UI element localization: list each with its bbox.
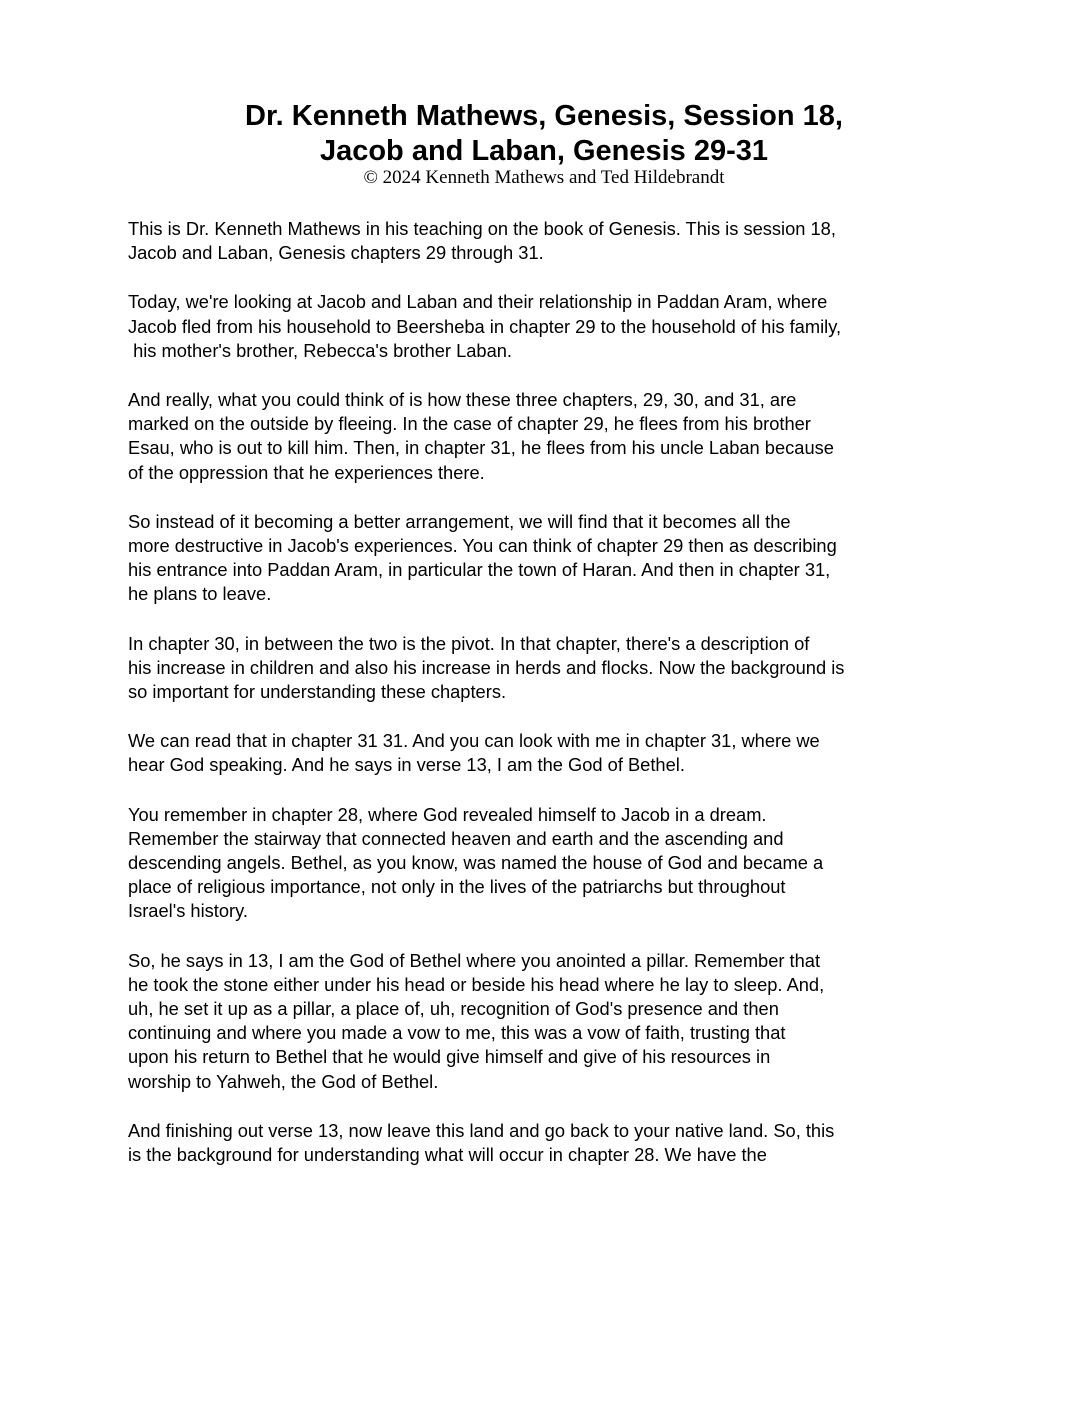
paragraph-line: You remember in chapter 28, where God revealed himself to Jacob in a dream. bbox=[128, 803, 767, 825]
paragraph-line: marked on the outside by fleeing. In the case of chapter 29, he flees from his brother bbox=[128, 413, 811, 435]
document-body bbox=[128, 217, 973, 1192]
paragraph-line: Remember the stairway that connected heaven and earth and the ascending and bbox=[128, 827, 784, 849]
paragraph-6 bbox=[128, 729, 973, 777]
paragraph-line: is the background for understanding what will occur in chapter 28. We have the bbox=[128, 1144, 767, 1166]
paragraph-line: of the oppression that he experiences there. bbox=[128, 461, 485, 483]
paragraph-4 bbox=[128, 510, 973, 607]
paragraph-3 bbox=[128, 388, 973, 485]
paragraph-line: So, he says in 13, I am the God of Bethel where you anointed a pillar. Remember that bbox=[128, 949, 821, 971]
paragraph-1 bbox=[128, 217, 973, 265]
paragraph-line: Jacob fled from his household to Beersheba in chapter 29 to the household of his family, bbox=[128, 315, 842, 337]
paragraph-line: his increase in children and also his increase in herds and flocks. Now the background is bbox=[128, 656, 845, 678]
paragraph-line: Israel's history. bbox=[128, 900, 248, 922]
paragraph-line: Today, we're looking at Jacob and Laban and their relationship in Paddan Aram, where bbox=[128, 291, 828, 313]
paragraph-9 bbox=[128, 1119, 973, 1167]
paragraph-line: he plans to leave. bbox=[128, 583, 272, 605]
paragraph-line: And finishing out verse 13, now leave this land and go back to your native land. So, this bbox=[128, 1119, 835, 1141]
document-title-line-2: Jacob and Laban, Genesis 29-31 bbox=[319, 135, 769, 167]
copyright-notice: © 2024 Kenneth Mathews and Ted Hildebrandt bbox=[363, 167, 725, 188]
paragraph-line: This is Dr. Kenneth Mathews in his teaching on the book of Genesis. This is session 18, bbox=[128, 218, 836, 239]
paragraph-line: And really, what you could think of is how these three chapters, 29, 30, and 31, are bbox=[128, 389, 797, 411]
paragraph-line: his entrance into Paddan Aram, in particular the town of Haran. And then in chapter 31, bbox=[128, 559, 831, 581]
paragraph-line: worship to Yahweh, the God of Bethel. bbox=[128, 1070, 439, 1092]
paragraph-line: So instead of it becoming a better arrangement, we will find that it becomes all the bbox=[128, 510, 791, 532]
paragraph-line: descending angels. Bethel, as you know, was named the house of God and became a bbox=[128, 852, 824, 874]
paragraph-line: uh, he set it up as a pillar, a place of, uh, recognition of God's presence and then bbox=[128, 998, 779, 1020]
paragraph-line: We can read that in chapter 31 31. And you can look with me in chapter 31, where we bbox=[128, 730, 820, 752]
paragraph-line: so important for understanding these chapters. bbox=[128, 681, 507, 703]
paragraph-line: his mother's brother, Rebecca's brother Laban. bbox=[128, 339, 512, 361]
paragraph-line: place of religious importance, not only in the lives of the patriarchs but throughout bbox=[128, 876, 786, 898]
paragraph-line: hear God speaking. And he says in verse 13, I am the God of Bethel. bbox=[128, 754, 685, 776]
paragraph-line: upon his return to Bethel that he would give himself and give of his resources in bbox=[128, 1046, 771, 1068]
paragraph-2 bbox=[128, 290, 973, 363]
paragraph-line: Esau, who is out to kill him. Then, in chapter 31, he flees from his uncle Laban because bbox=[128, 437, 834, 459]
paragraph-line: In chapter 30, in between the two is the pivot. In that chapter, there's a description of bbox=[128, 632, 810, 654]
paragraph-8 bbox=[128, 949, 973, 1094]
paragraph-line: Jacob and Laban, Genesis chapters 29 through 31. bbox=[128, 242, 544, 264]
paragraph-line: continuing and where you made a vow to me, this was a vow of faith, trusting that bbox=[128, 1022, 786, 1044]
document-title-line-1: Dr. Kenneth Mathews, Genesis, Session 18, bbox=[245, 100, 843, 132]
paragraph-5 bbox=[128, 632, 973, 705]
paragraph-line: more destructive in Jacob's experiences. You can think of chapter 29 then as describing bbox=[128, 535, 837, 557]
paragraph-7 bbox=[128, 803, 973, 924]
paragraph-line: he took the stone either under his head or beside his head where he lay to sleep. And, bbox=[128, 973, 825, 995]
